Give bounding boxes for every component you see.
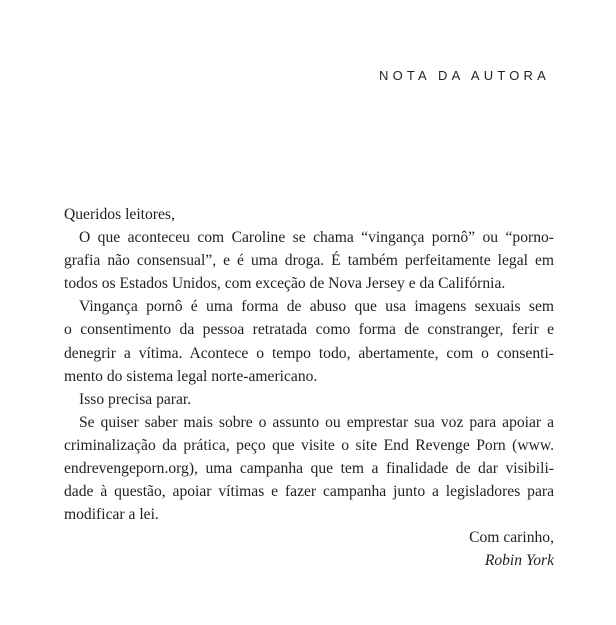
paragraph-line: grafia não consensual”, e é uma droga. É também perfeitamente legal em [64,252,554,270]
paragraph-line: O que aconteceu com Caroline se chama “vingança pornô” ou “porno- [79,229,554,247]
salutation: Queridos leitores, [64,206,175,223]
paragraph-line: Vingança pornô é uma forma de abuso que usa imagens sexuais sem [79,298,554,316]
paragraph-line: todos os Estados Unidos, com exceção de Nova Jersey e da Califórnia. [64,275,506,293]
paragraph-line: endrevengeporn.org), uma campanha que tem a finalidade de dar visibili- [64,460,554,478]
signature: Robin York [484,552,554,570]
paragraph-line: denegrir a vítima. Acontece o tempo todo, abertamente, com o consenti- [64,344,554,362]
letter-body [64,203,554,573]
paragraph-line: Se quiser saber mais sobre o assunto ou emprestar sua voz para apoiar a [79,413,554,431]
paragraph-line: Isso precisa parar. [79,390,192,408]
paragraph-line: o consentimento da pessoa retratada como forma de constranger, ferir e [64,321,554,339]
closing: Com carinho, [469,529,554,547]
page-title: NOTA DA AUTORA [378,68,550,83]
paragraph-line: dade à questão, apoiar vítimas e fazer campanha junto a legisladores para [64,483,554,501]
paragraph-line: criminalização da prática, peço que visite o site End Revenge Porn (www. [64,436,554,454]
paragraph-line: mento do sistema legal norte-americano. [64,367,318,385]
paragraph-line: modificar a lei. [64,506,159,524]
